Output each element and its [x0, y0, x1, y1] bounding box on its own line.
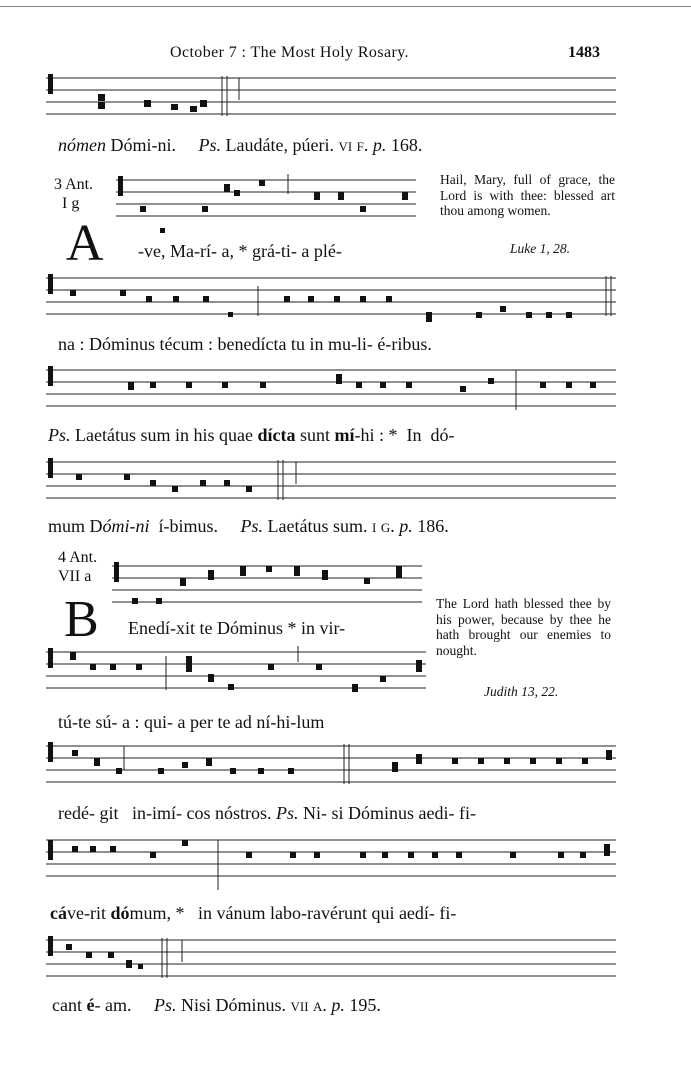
- antiphon4-dropcap: B: [64, 591, 99, 648]
- chant-staff-9: [46, 834, 616, 894]
- chant-staff-3: [46, 272, 616, 332]
- page-number: 1483: [568, 44, 600, 61]
- staff-5-graphic: [46, 456, 616, 508]
- staff-4-graphic: [46, 364, 616, 416]
- lyric-line-3: na : Dóminus técum : benedícta tu in mu-li- é-ribus.: [58, 334, 432, 354]
- antiphon4-reference: Judith 13, 22.: [484, 684, 559, 699]
- chant-staff-6: [112, 560, 422, 610]
- staff-3-graphic: [46, 272, 616, 332]
- lyric-line-8: redé- git in-imí- cos nóstros. Ps. Ni- si Dóminus aedi- fi-: [58, 803, 476, 823]
- staff-7-graphic: [46, 646, 426, 698]
- page-title: October 7 : The Most Holy Rosary.: [170, 44, 409, 61]
- lyric-line-6: Enedí-xit te Dóminus * in vir-: [128, 618, 346, 638]
- antiphon3-reference: Luke 1, 28.: [510, 241, 570, 256]
- antiphon4-mode: VII a: [58, 568, 92, 585]
- antiphon3-number: 3 Ant.: [54, 176, 94, 193]
- lyric-line-2: -ve, Ma-rí- a, * grá-ti- a plé-: [138, 241, 342, 261]
- lyric-line-1: nómen Dómi-ni. Ps. Laudáte, púeri. vi f. p. 168.: [58, 135, 423, 155]
- antiphon3-dropcap: A: [66, 215, 104, 272]
- staff-1-graphic: [46, 72, 616, 124]
- staff-10-graphic: [46, 934, 616, 986]
- staff-2-graphic: [116, 174, 416, 234]
- staff-8-graphic: [46, 740, 616, 792]
- chant-staff-10: [46, 934, 616, 986]
- staff-9-graphic: [46, 834, 616, 894]
- antiphon4-number: 4 Ant.: [58, 549, 98, 566]
- lyric-line-9: cáve-rit dómum, * in vánum labo-ravérunt qui aedí- fi-: [50, 903, 457, 923]
- lyric-line-10: cant é- am. Ps. Nisi Dóminus. vii a. p. 195.: [52, 995, 381, 1015]
- antiphon4-translation: The Lord hath blessed thee by his power, because by thee he hath brought our enemies to nought.: [436, 596, 611, 658]
- lyric-line-7: tú-te sú- a : qui- a per te ad ní-hi-lum: [58, 712, 325, 732]
- antiphon3-mode: I g: [62, 195, 80, 212]
- chant-staff-7: [46, 646, 426, 698]
- chant-staff-1: [46, 72, 616, 124]
- top-rule: [0, 0, 691, 8]
- lyric-line-4: Ps. Laetátus sum in his quae dícta sunt mí-hi : * In dó-: [48, 425, 455, 445]
- chant-staff-8: [46, 740, 616, 792]
- page-header: [0, 44, 691, 68]
- chant-staff-5: [46, 456, 616, 508]
- chant-staff-2: [116, 174, 416, 234]
- antiphon3-translation: Hail, Mary, full of grace, the Lord is with thee: blessed art thou among women.: [440, 172, 615, 218]
- chant-staff-4: [46, 364, 616, 416]
- staff-6-graphic: [112, 560, 422, 610]
- lyric-line-5: mum Dómi-ni í-bimus. Ps. Laetátus sum. i g. p. 186.: [48, 516, 449, 536]
